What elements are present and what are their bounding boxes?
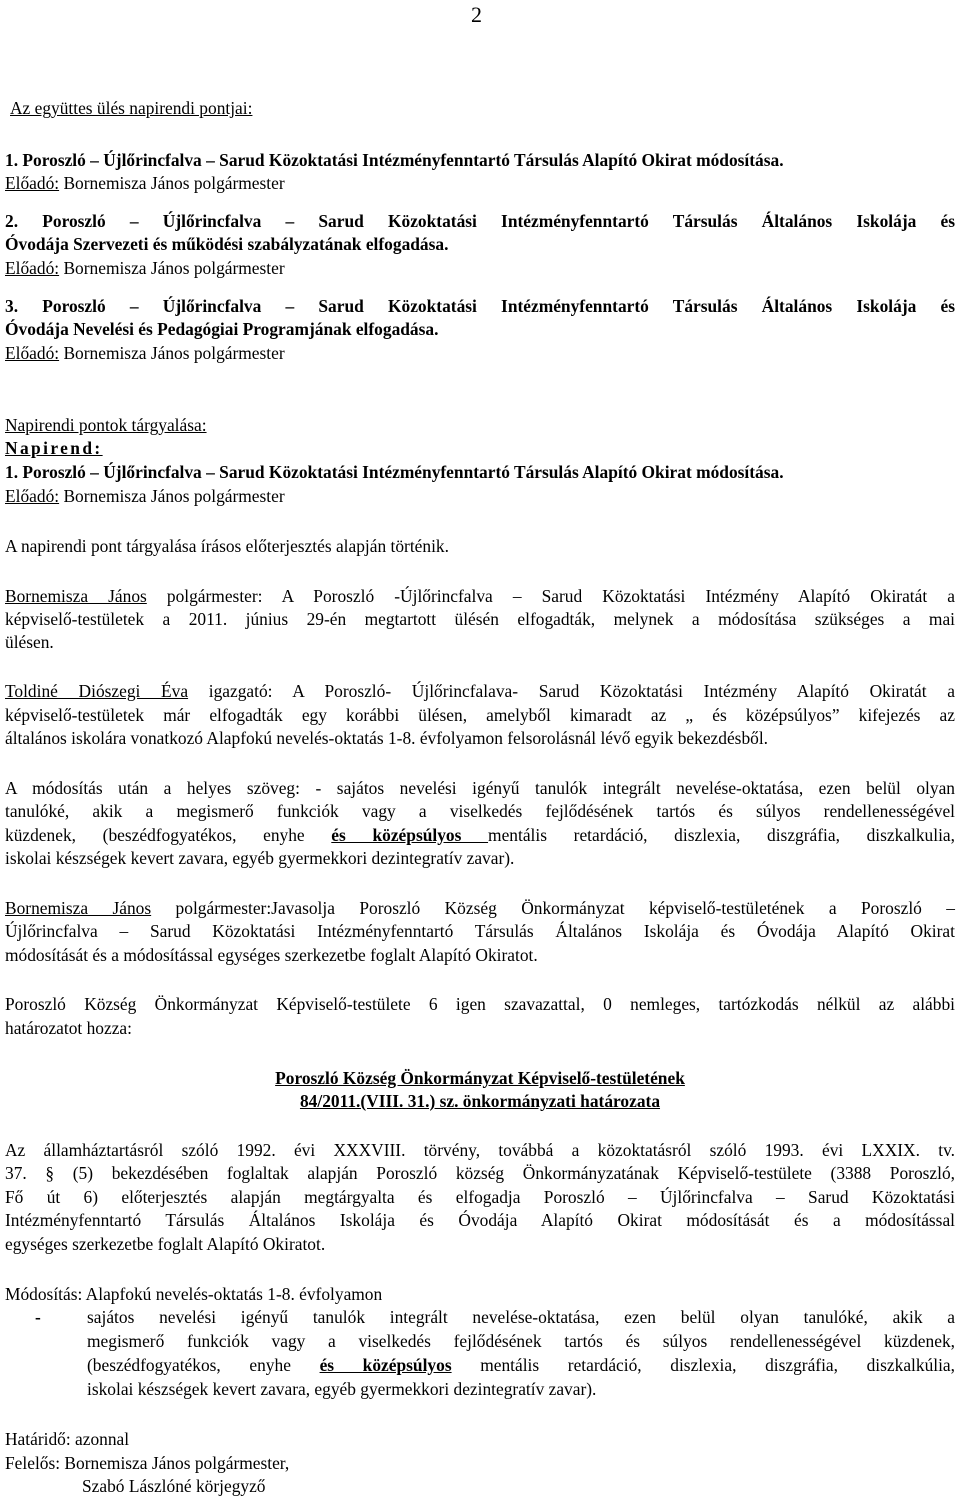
bullet-line2: megismerő funkciók vagy a viselkedés fejlődésének tartós és súlyos rendellenességével küzdenek, <box>87 1331 955 1351</box>
responsible-line2: Szabó Lászlóné körjegyző <box>82 1476 266 1496</box>
paragraph-1-line3: ülésen. <box>5 632 54 652</box>
deadline: Határidő: azonnal <box>5 1429 130 1449</box>
discussion-item-1-title: 1. Poroszló – Újlőrincfalva – Sarud Közoktatási Intézményfenntartó Társulás Alapító Okirat módosítása. <box>5 462 784 482</box>
speaker-name: Bornemisza János <box>5 898 152 918</box>
modification-label: Módosítás: Alapfokú nevelés-oktatás 1-8. évfolyamon <box>5 1284 383 1304</box>
agenda-item-3-title-line1: 3. Poroszló – Újlőrincfalva – Sarud Közoktatási Intézményfenntartó Társulás Általános Iskolája és <box>5 296 955 316</box>
agenda-title: Az együttes ülés napirendi pontjai: <box>10 98 253 118</box>
bullet-line3: (beszédfogyatékos, enyhe és középsúlyos mentális retardáció, diszlexia, diszgráfia, diszkalkúlia, <box>87 1355 955 1375</box>
emphasis-text: és középsúlyos <box>331 825 489 845</box>
agenda-item-3-presenter: Előadó: Bornemisza János polgármester <box>5 343 285 363</box>
agenda-item-1-presenter: Előadó: Bornemisza János polgármester <box>5 173 285 193</box>
agenda-item-2-presenter: Előadó: Bornemisza János polgármester <box>5 258 285 278</box>
emphasis-text: és középsúlyos <box>319 1355 452 1375</box>
speaker-name: Bornemisza János <box>5 586 147 606</box>
resolution-body-line5: egységes szerkezetbe foglalt Alapító Okiratot. <box>5 1234 326 1254</box>
paragraph-5-line2: határozatot hozza: <box>5 1018 132 1038</box>
agenda-item-2-title-line2: Óvodája Szervezeti és működési szabályzatának elfogadása. <box>5 234 449 254</box>
discussion-title: Napirendi pontok tárgyalása: <box>5 415 207 435</box>
paragraph-1-line2: képviselő-testületek a 2011. június 29-én megtartott ülésén elfogadták, melynek a módosítása szükséges a mai <box>5 609 955 629</box>
agenda-item-2-title-line1: 2. Poroszló – Újlőrincfalva – Sarud Közoktatási Intézményfenntartó Társulás Általános Iskolája és <box>5 211 955 231</box>
paragraph-1-line1: Bornemisza János polgármester: A Poroszló -Újlőrincfalva – Sarud Közoktatási Intézmény Alapító Okiratát a <box>5 586 955 606</box>
paragraph-4-line2: Újlőrincfalva – Sarud Közoktatási Intézményfenntartó Társulás Általános Iskolája és Óvodája Alapító Okirat <box>5 921 955 941</box>
paragraph-3-line4: iskolai készségek kevert zavara, egyéb gyermekkori dezintegratív zavar). <box>5 848 515 868</box>
bullet-line1: sajátos nevelési igényű tanulók integrált nevelése-oktatása, ezen belül olyan tanulóké, akik a <box>87 1307 955 1327</box>
speaker-name: Toldiné Diószegi Éva <box>5 681 189 701</box>
discussion-intro: A napirendi pont tárgyalása írásos előterjesztés alapján történik. <box>5 536 449 556</box>
responsible-line1: Felelős: Bornemisza János polgármester, <box>5 1453 290 1473</box>
paragraph-4-line3: módosítását és a módosítással egységes szerkezetbe foglalt Alapító Okiratot. <box>5 945 538 965</box>
resolution-body-line3: Fő út 6) előterjesztés alapján megtárgyalta és elfogadja Poroszló – Újlőrincfalva – Sarud Közoktatási <box>5 1187 955 1207</box>
bullet-line4: iskolai készségek kevert zavara, egyéb gyermekkori dezintegratív zavar). <box>87 1379 597 1399</box>
resolution-heading-2: 84/2011.(VIII. 31.) sz. önkormányzati határozata <box>299 1091 661 1111</box>
resolution-body-line4: Intézményfenntartó Társulás Általános Iskolája és Óvodája Alapító Okirat módosítását és a módosítással <box>5 1210 955 1230</box>
paragraph-2-line3: általános iskolára vonatkozó Alapfokú nevelés-oktatás 1-8. évfolyamon felsorolásnál lévő egyik bekezdésből. <box>5 728 769 748</box>
resolution-body-line1: Az államháztartásról szóló 1992. évi XXXVIII. törvény, továbbá a közoktatásról szóló 1993. évi LXXIX. tv. <box>5 1140 955 1160</box>
agenda-item-1-title: 1. Poroszló – Újlőrincfalva – Sarud Közoktatási Intézményfenntartó Társulás Alapító Okirat módosítása. <box>5 150 784 170</box>
paragraph-3-line2: tanulóké, akik a megismerő funkciók vagy a viselkedés fejlődésének tartós és súlyos rendellenességével <box>5 801 955 821</box>
resolution-body-line2: 37. § (5) bekezdésében foglaltak alapján Poroszló község Önkormányzatának Képviselő-testülete (3388 Poroszló, <box>5 1163 955 1183</box>
discussion-item-1-presenter: Előadó: Bornemisza János polgármester <box>5 486 285 506</box>
agenda-item-3-title-line2: Óvodája Nevelési és Pedagógiai Programjának elfogadása. <box>5 319 439 339</box>
paragraph-2-line2: képviselő-testületek már elfogadták egy korábbi ülésen, amelyből kimaradt az „ és középsúlyos” kifejezés az <box>5 705 955 725</box>
resolution-heading-1: Poroszló Község Önkormányzat Képviselő-testületének <box>275 1068 685 1088</box>
page-number: 2 <box>471 2 482 27</box>
paragraph-5-line1: Poroszló Község Önkormányzat Képviselő-testülete 6 igen szavazattal, 0 nemleges, tartózkodás nélkül az alábbi <box>5 994 955 1014</box>
napirend-label: Napirend: <box>5 438 103 458</box>
paragraph-3-line3: küzdenek, (beszédfogyatékos, enyhe és középsúlyos mentális retardáció, diszlexia, diszgráfia, diszkalkulia, <box>5 825 955 845</box>
paragraph-3-line1: A módosítás után a helyes szöveg: - sajátos nevelési igényű tanulók integrált nevelése-oktatása, ezen belül olyan <box>5 778 955 798</box>
paragraph-2-line1: Toldiné Diószegi Éva igazgató: A Poroszló- Újlőrincfalava- Sarud Közoktatási Intézmény Alapító Okiratát a <box>5 681 955 701</box>
paragraph-4-line1: Bornemisza János polgármester:Javasolja Poroszló Község Önkormányzat képviselő-testületének a Poroszló – <box>5 898 955 918</box>
bullet-dash: - <box>35 1307 41 1327</box>
